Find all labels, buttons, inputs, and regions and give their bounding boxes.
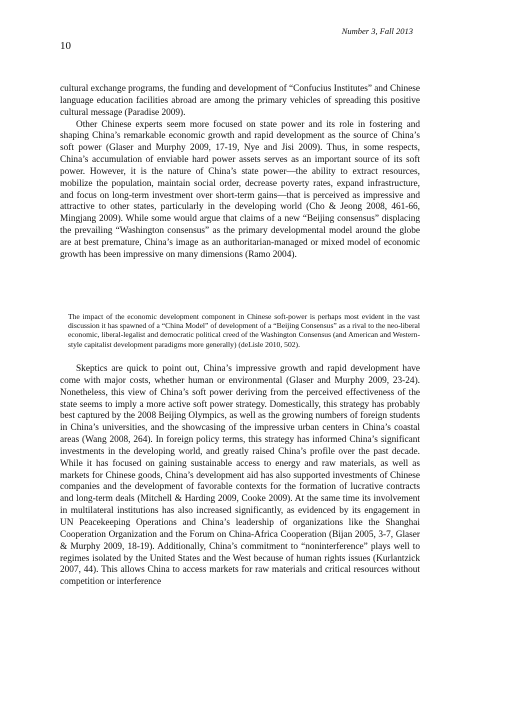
- paragraph-continued: cultural exchange programs, the funding and development of “Confucius Institutes” and Chinese language education facilities abroad are among the primary vehicles of spreading this positive cultural message (Paradise 2009).: [60, 84, 420, 118]
- paragraph-state-power: Other Chinese experts seem more focused on state power and its role in fostering and shaping China’s remarkable economic growth and rapid development as the source of China’s soft power (Glaser and Murphy 2009, 17-19, Nye and Jisi 2009). Thus, in some respects, China’s accumulation of enviable hard power assets serves as an important source of its soft power. However, it is the nature of China’s state power—the ability to extract resources, mobilize the population, maintain social order, decrease poverty rates, expand infrastructure, and focus on long-term investment over short-term gains—that is perceived as impressive and attractive to other states, particularly in the developing world (Cho & Jeong 2008, 461-66, Mingjang 2009). While some would argue that claims of a new “Beijing consensus” displacing the prevailing “Washington consensus” as the primary developmental model around the globe are at best premature, China’s image as an authoritarian-managed or mixed model of economic growth has been impressive on many dimensions (Ramo 2004).: [60, 119, 420, 260]
- page-number: 10: [60, 40, 71, 52]
- block-quote: [68, 312, 420, 349]
- block-quote-text: The impact of the economic development component in Chinese soft-power is perhaps most evident in the vast discussion it has spawned of a “China Model” of development of a “Beijing Consensus” as a rival to the neo-liberal economic, liberal-legalist and democratic political creed of the Washington Consensus (and American and Western-style capitalist development paradigms more generally) (deLisle 2010, 502).: [68, 312, 420, 349]
- body-text-top: [60, 84, 420, 262]
- body-text-bottom: [60, 364, 420, 589]
- paragraph-skeptics: Skeptics are quick to point out, China’s impressive growth and rapid development have come with major costs, whether human or environmental (Glaser and Murphy 2009, 23-24). Nonetheless, this view of China’s soft power deriving from the perceived effectiveness of the state seems to imply a more active soft power strategy. Domestically, this strategy has probably best captured by the 2008 Beijing Olympics, as well as the growing numbers of foreign students in China’s universities, and the showcasing of the impressive urban centers in China’s coastal areas (Wang 2008, 264). In foreign policy terms, this strategy has informed China’s significant investments in the developing world, and greatly raised China’s profile over the past decade. While it has focused on gaining sustainable access to energy and raw materials, as well as markets for Chinese goods, China’s development aid has also supported investments of Chinese companies and the development of favorable contexts for the formation of lucrative contracts and long-term deals (Mitchell & Harding 2009, Cooke 2009). At the same time its involvement in multilateral institutions has also increased significantly, as evidenced by its engagement in UN Peacekeeping Operations and China’s leadership of organizations like the Shanghai Cooperation Organization and the Forum on China-Africa Cooperation (Bijan 2005, 3-7, Glaser & Murphy 2009, 18-19). Additionally, China’s commitment to “noninterference” plays well to regimes isolated by the United States and the West because of human rights issues (Kurlantzick 2007, 44). This allows China to access markets for raw materials and critical resources without competition or interference: [60, 364, 420, 588]
- journal-issue-header: Number 3, Fall 2013: [341, 26, 413, 36]
